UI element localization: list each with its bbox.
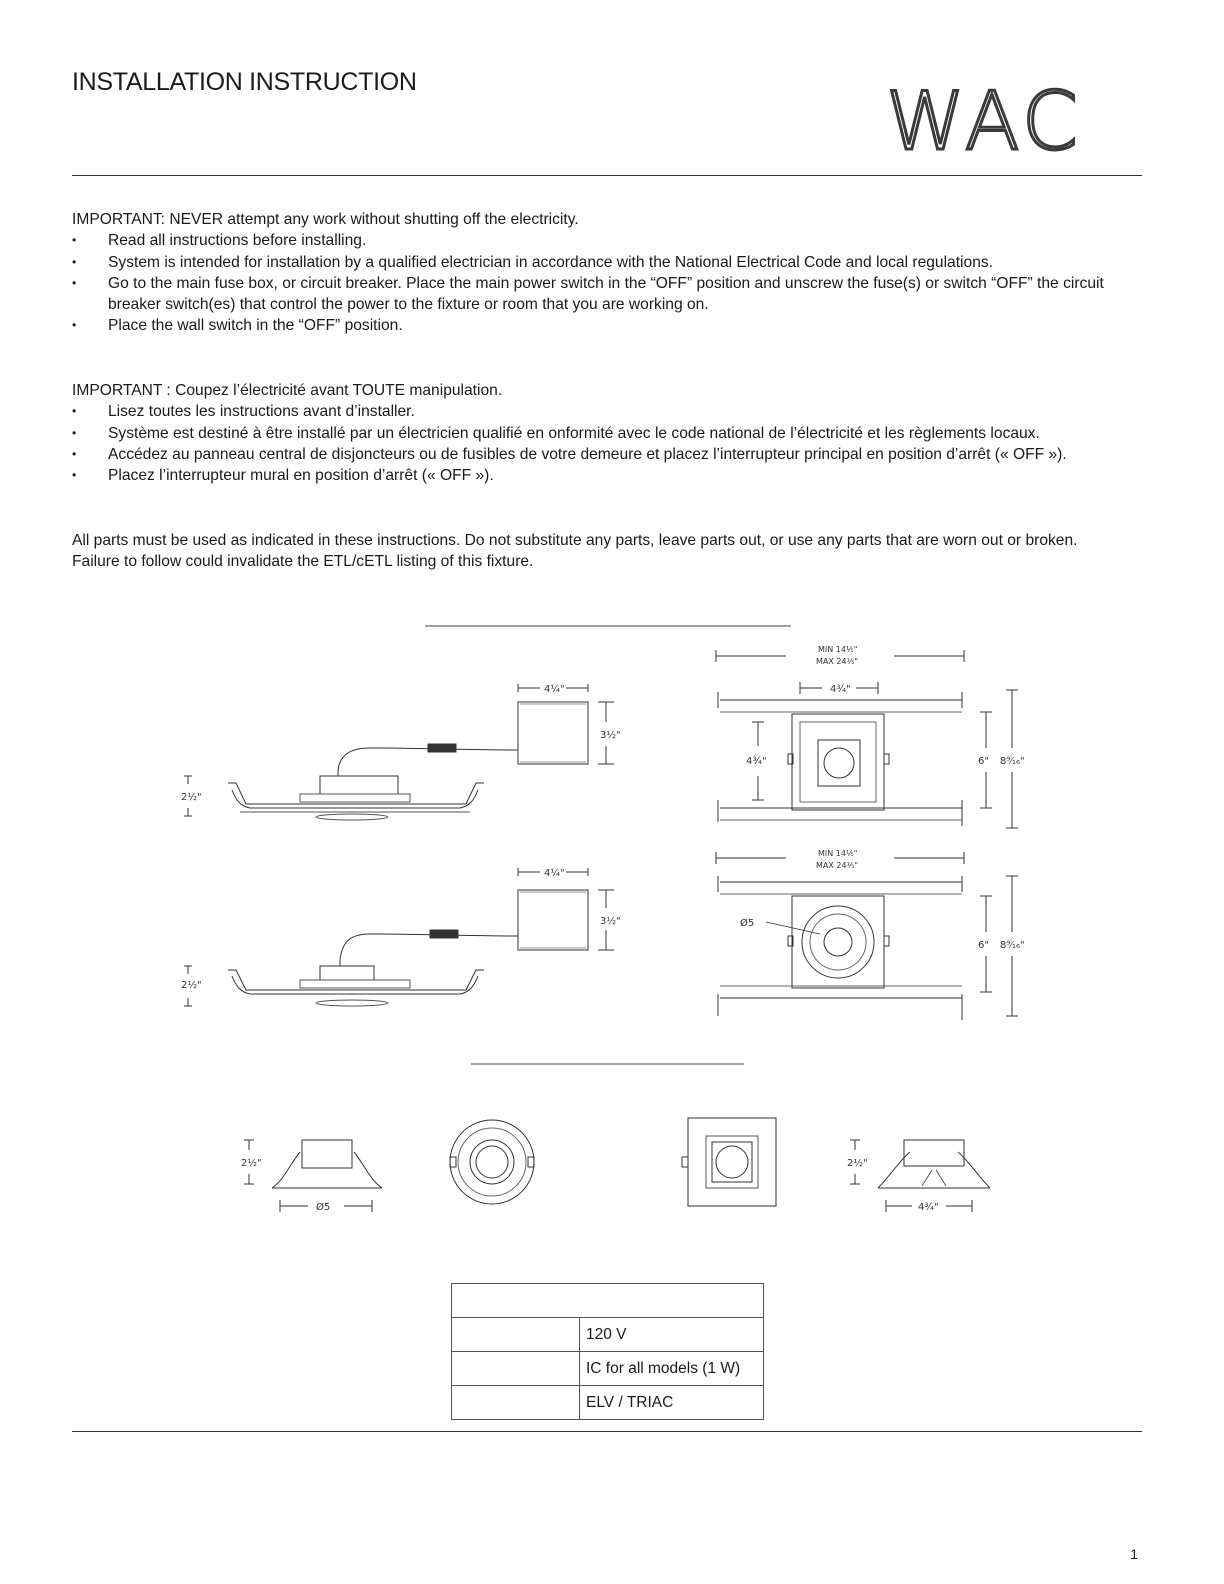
dim-min-span-1: MIN 14⅕" <box>818 645 858 654</box>
english-bullet-1: • Read all instructions before installing. <box>72 230 1152 251</box>
spec-table-header-row <box>452 1284 764 1318</box>
round-trim-side-view <box>244 1140 382 1212</box>
dim-max-span-2: MAX 24⅕" <box>816 861 859 870</box>
side-view-1 <box>184 684 614 820</box>
dim-bar-outer-2: 8⁹⁄₁₆" <box>1000 940 1025 951</box>
spec-value: ELV / TRIAC <box>580 1386 764 1420</box>
spec-label <box>452 1318 580 1352</box>
logo-text: WAC <box>886 76 1082 166</box>
dim-bar-inner-1: 6" <box>978 756 989 767</box>
square-trim-front-view <box>682 1118 776 1206</box>
driver-housing <box>320 776 398 794</box>
page-title: INSTALLATION INSTRUCTION <box>72 68 417 96</box>
table-row <box>452 1386 764 1420</box>
top-view-round-frame <box>716 852 1018 1020</box>
dim-trim-height-1: 2½" <box>241 1158 262 1169</box>
dim-bar-outer-1: 8⁹⁄₁₆" <box>1000 756 1025 767</box>
dim-box-width-2: 4¼" <box>544 868 565 879</box>
spec-value: IC for all models (1 W) <box>580 1352 764 1386</box>
dim-trim-height-2: 2½" <box>847 1158 868 1169</box>
round-lens <box>824 928 852 956</box>
lens-circle <box>824 748 854 778</box>
junction-box <box>518 702 588 764</box>
dim-diameter-1: Ø5 <box>740 918 755 929</box>
frame-outline <box>792 714 884 810</box>
dim-box-height-2: 3½" <box>600 916 621 927</box>
dim-housing-height-1: 2½" <box>181 792 202 803</box>
english-bullet-4: • Place the wall switch in the “OFF” position. <box>72 315 1152 336</box>
top-view-square-frame <box>716 650 1018 828</box>
french-important: IMPORTANT : Coupez l’électricité avant TOUTE manipulation. <box>72 382 503 399</box>
technical-drawings <box>0 600 1224 1240</box>
english-important: IMPORTANT: NEVER attempt any work without shutting off the electricity. <box>72 211 579 228</box>
french-safety-section <box>72 380 1162 486</box>
dim-diameter-2: Ø5 <box>316 1202 331 1213</box>
dim-box-height-1: 3½" <box>600 730 621 741</box>
dim-frame-width: 4¾" <box>830 684 851 695</box>
english-bullet-3: • Go to the main fuse box, or circuit breaker. Place the main power switch in the “OFF” position and unscrew the fuse(s) or switch “OFF” the circuit breaker switch(es) that control the power to the fixture or room that you are working on. <box>72 273 1152 316</box>
side-view-2 <box>184 868 614 1006</box>
dim-square-width: 4¾" <box>918 1202 939 1213</box>
dim-frame-height: 4¾" <box>746 756 767 767</box>
dim-min-span-2: MIN 14⅕" <box>818 849 858 858</box>
spec-label <box>452 1386 580 1420</box>
wac-logo <box>886 76 1148 166</box>
french-bullet-2: • Système est destiné à être installé par un électricien qualifié en onformité avec le code national de l’électricité et les règlements locaux. <box>72 423 1162 444</box>
spec-label <box>452 1352 580 1386</box>
table-row <box>452 1352 764 1386</box>
spec-value: 120 V <box>580 1318 764 1352</box>
page-number: 1 <box>1130 1546 1138 1562</box>
junction-box-2 <box>518 890 588 950</box>
round-trim-front-view <box>450 1120 534 1204</box>
dim-max-span-1: MAX 24⅕" <box>816 657 859 666</box>
french-bullet-3: • Accédez au panneau central de disjoncteurs ou de fusibles de votre demeure et placez l’interrupteur principal en position d’arrêt (« OFF »). <box>72 444 1162 465</box>
dim-housing-height-2: 2½" <box>181 980 202 991</box>
connector <box>428 744 456 752</box>
dim-bar-inner-2: 6" <box>978 940 989 951</box>
header-divider <box>72 175 1142 176</box>
english-safety-section <box>72 209 1152 337</box>
spec-table <box>451 1283 764 1420</box>
round-trim-outer <box>802 906 874 978</box>
french-bullet-1: • Lisez toutes les instructions avant d’installer. <box>72 401 1162 422</box>
english-bullet-2: • System is intended for installation by a qualified electrician in accordance with the National Electrical Code and local regulations. <box>72 252 1152 273</box>
footer-divider <box>72 1431 1142 1432</box>
table-row <box>452 1318 764 1352</box>
french-bullet-4: • Placez l’interrupteur mural en position d’arrêt (« OFF »). <box>72 465 1162 486</box>
dim-box-width-1: 4¼" <box>544 684 565 695</box>
parts-notice: All parts must be used as indicated in these instructions. Do not substitute any parts, leave parts out, or use any parts that are worn out or broken. Failure to follow could invalidate the ETL/cETL listing of this fixture. <box>72 532 1078 571</box>
spec-table-header <box>452 1284 764 1318</box>
